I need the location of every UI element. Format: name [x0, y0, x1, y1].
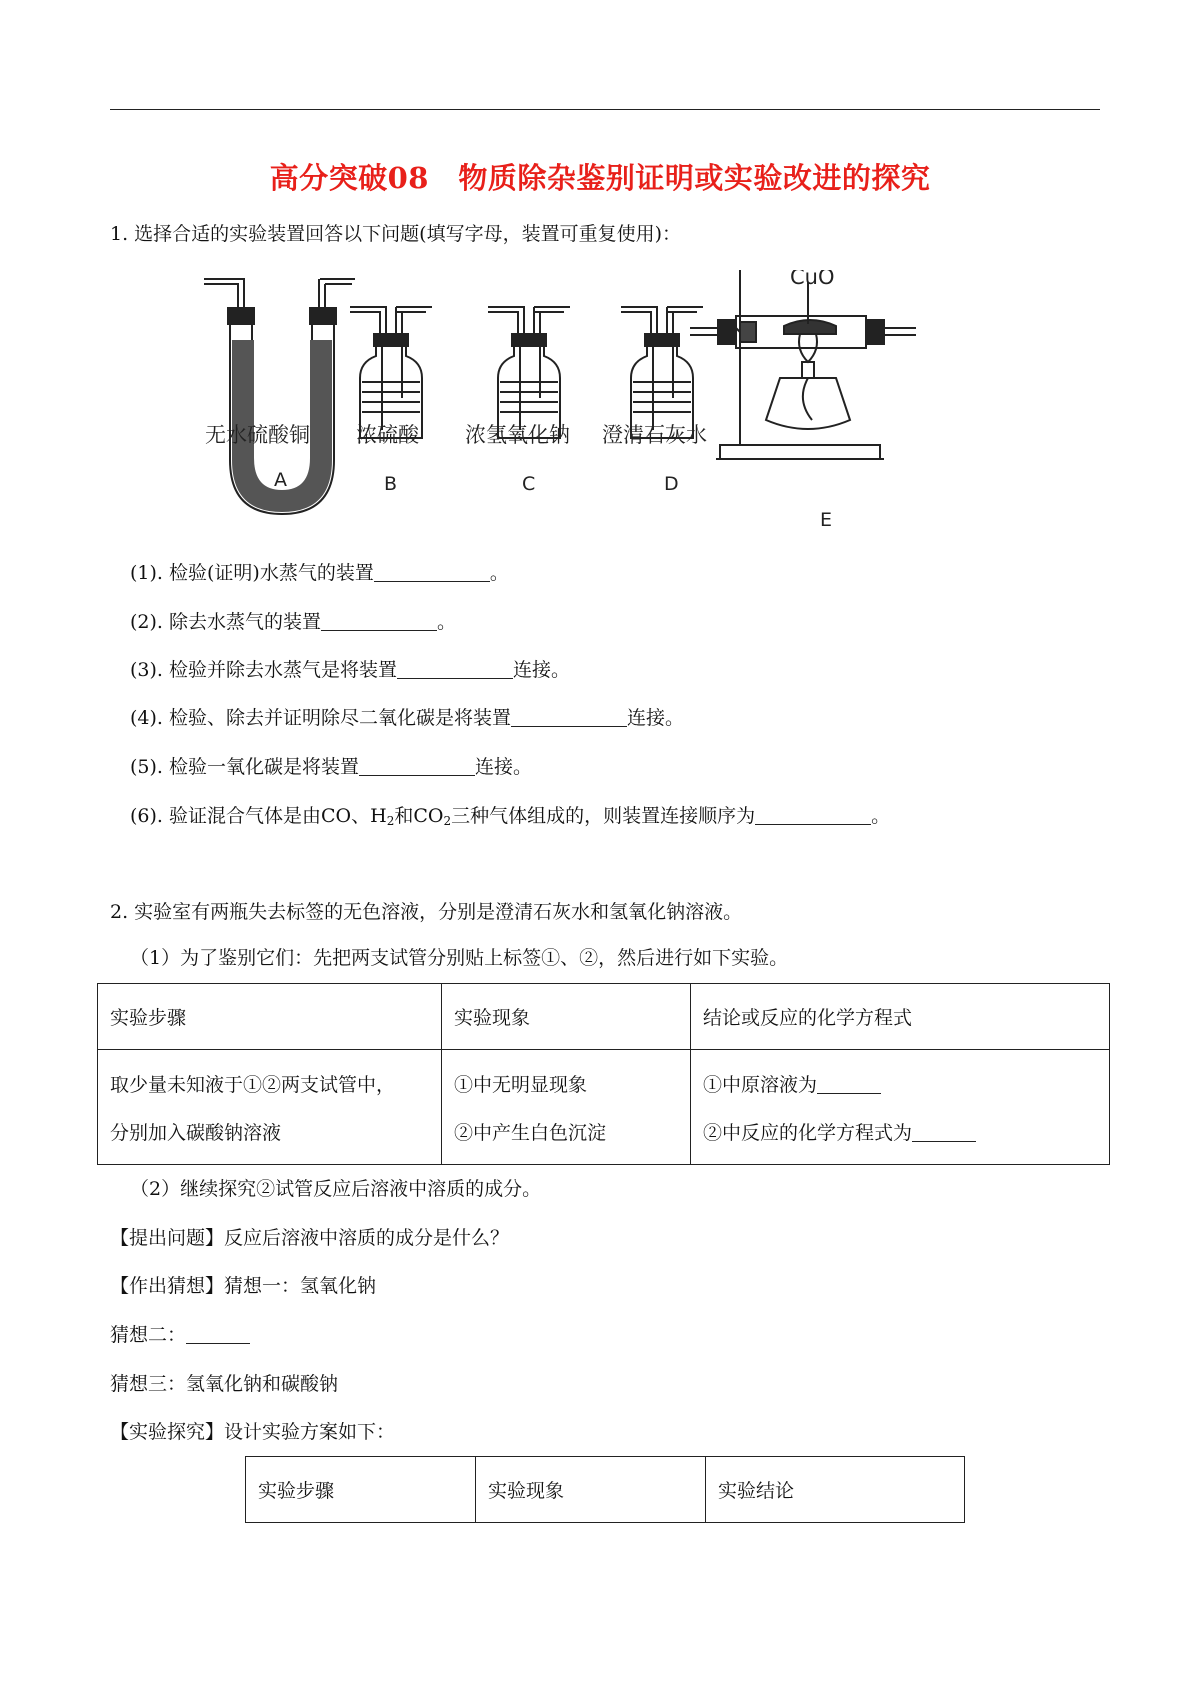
- q1-sub-6: [130, 804, 890, 828]
- apparatus-name-b: 浓硫酸: [356, 423, 419, 447]
- phenomenon-line: ①中无明显现象: [454, 1074, 588, 1096]
- apparatus-figure: [200, 270, 1020, 540]
- apparatus-name-c: 浓氢氧化钠: [465, 423, 570, 447]
- q2-guess-3: 猜想三：氢氧化钠和碳酸钠: [110, 1373, 339, 1395]
- apparatus-letter-b: B: [384, 473, 398, 495]
- q1-sub-6-text-a: (6). 验证混合气体是由CO、H: [130, 805, 387, 827]
- answer-blank[interactable]: [374, 562, 490, 582]
- q2-guess-2-text: 猜想二：: [110, 1324, 187, 1346]
- q1-sub-3: [130, 658, 570, 682]
- q2-question: 【提出问题】反应后溶液中溶质的成分是什么？: [110, 1227, 510, 1249]
- cuo-label: CuO: [790, 270, 835, 289]
- apparatus-name-d: 澄清石灰水: [602, 423, 707, 447]
- experiment-table-2: [245, 1456, 965, 1523]
- q1-sub-1: [130, 561, 509, 585]
- table-cell: [691, 1050, 1110, 1165]
- table-row: [98, 984, 1110, 1050]
- conclusion-line: [703, 1073, 1097, 1097]
- subscript: 2: [443, 814, 452, 828]
- q1-sub-3-end: 连接。: [513, 659, 571, 681]
- q1-sub-5: [130, 755, 532, 779]
- q2-guess-2: [110, 1323, 250, 1347]
- q1-sub-6-end: 。: [871, 805, 891, 827]
- table-row: [98, 1050, 1110, 1165]
- q1-sub-6-text-b: 和CO: [394, 805, 444, 827]
- combustion-tube-apparatus: [690, 270, 916, 459]
- experiment-table-1: [97, 983, 1110, 1165]
- answer-blank[interactable]: [912, 1122, 976, 1142]
- q2-explore: 【实验探究】设计实验方案如下：: [110, 1421, 396, 1443]
- answer-blank[interactable]: [321, 611, 437, 631]
- table-header-cell: 实验步骤: [246, 1457, 476, 1523]
- subscript: 2: [386, 814, 395, 828]
- table-header-cell: 实验结论: [706, 1457, 965, 1523]
- conclusion-text: ②中反应的化学方程式为: [703, 1122, 913, 1144]
- table-header-cell: 实验现象: [476, 1457, 706, 1523]
- conclusion-text: ①中原溶液为: [703, 1074, 818, 1096]
- table-header-cell: 结论或反应的化学方程式: [691, 984, 1110, 1050]
- answer-blank[interactable]: [397, 659, 513, 679]
- q1-sub-2-end: 。: [437, 611, 457, 633]
- table-header-cell: 实验步骤: [98, 984, 442, 1050]
- table-cell: [442, 1050, 691, 1165]
- q1-sub-4-text: (4). 检验、除去并证明除尽二氧化碳是将装置: [130, 707, 511, 729]
- q1-sub-2: [130, 610, 456, 634]
- q1-sub-1-end: 。: [489, 562, 509, 584]
- q1-sub-1-text: (1). 检验(证明)水蒸气的装置: [130, 562, 374, 584]
- apparatus-letter-c: C: [522, 473, 536, 495]
- q1-sub-4-end: 连接。: [627, 707, 685, 729]
- step-line: 取少量未知液于①②两支试管中，: [110, 1074, 396, 1096]
- q1-sub-5-end: 连接。: [475, 756, 533, 778]
- apparatus-letter-a: A: [274, 469, 287, 491]
- conclusion-line: [703, 1121, 1097, 1145]
- answer-blank[interactable]: [511, 707, 627, 727]
- answer-blank[interactable]: [755, 805, 871, 825]
- q1-sub-5-text: (5). 检验一氧化碳是将装置: [130, 756, 359, 778]
- gas-bottle-d: [621, 307, 703, 438]
- gas-bottle-b: [350, 307, 432, 438]
- page-title: 高分突破08 物质除杂鉴别证明或实验改进的探究: [269, 161, 931, 195]
- answer-blank[interactable]: [817, 1074, 881, 1094]
- header-rule: [110, 109, 1100, 110]
- phenomenon-line: ②中产生白色沉淀: [454, 1122, 607, 1144]
- apparatus-letter-d: D: [664, 473, 679, 495]
- table-row: [246, 1457, 965, 1523]
- q2-guess-1: 【作出猜想】猜想一：氢氧化钠: [110, 1275, 377, 1297]
- answer-blank[interactable]: [186, 1324, 250, 1344]
- question-1-stem: 1. 选择合适的实验装置回答以下问题(填写字母，装置可重复使用)：: [110, 223, 681, 245]
- gas-bottle-c: [488, 307, 570, 438]
- q1-sub-2-text: (2). 除去水蒸气的装置: [130, 611, 321, 633]
- q2-part-1: （1）为了鉴别它们：先把两支试管分别贴上标签①、②，然后进行如下实验。: [130, 947, 789, 969]
- table-cell: [98, 1050, 442, 1165]
- table-header-cell: 实验现象: [442, 984, 691, 1050]
- q2-part-2: （2）继续探究②试管反应后溶液中溶质的成分。: [130, 1178, 542, 1200]
- q1-sub-6-text-c: 三种气体组成的，则装置连接顺序为: [451, 805, 756, 827]
- apparatus-letter-e: E: [820, 509, 833, 531]
- apparatus-name-a: 无水硫酸铜: [205, 423, 310, 447]
- question-2-stem: 2. 实验室有两瓶失去标签的无色溶液，分别是澄清石灰水和氢氧化钠溶液。: [110, 901, 743, 923]
- q1-sub-4: [130, 706, 684, 730]
- answer-blank[interactable]: [359, 756, 475, 776]
- q1-sub-3-text: (3). 检验并除去水蒸气是将装置: [130, 659, 397, 681]
- step-line: 分别加入碳酸钠溶液: [110, 1122, 282, 1144]
